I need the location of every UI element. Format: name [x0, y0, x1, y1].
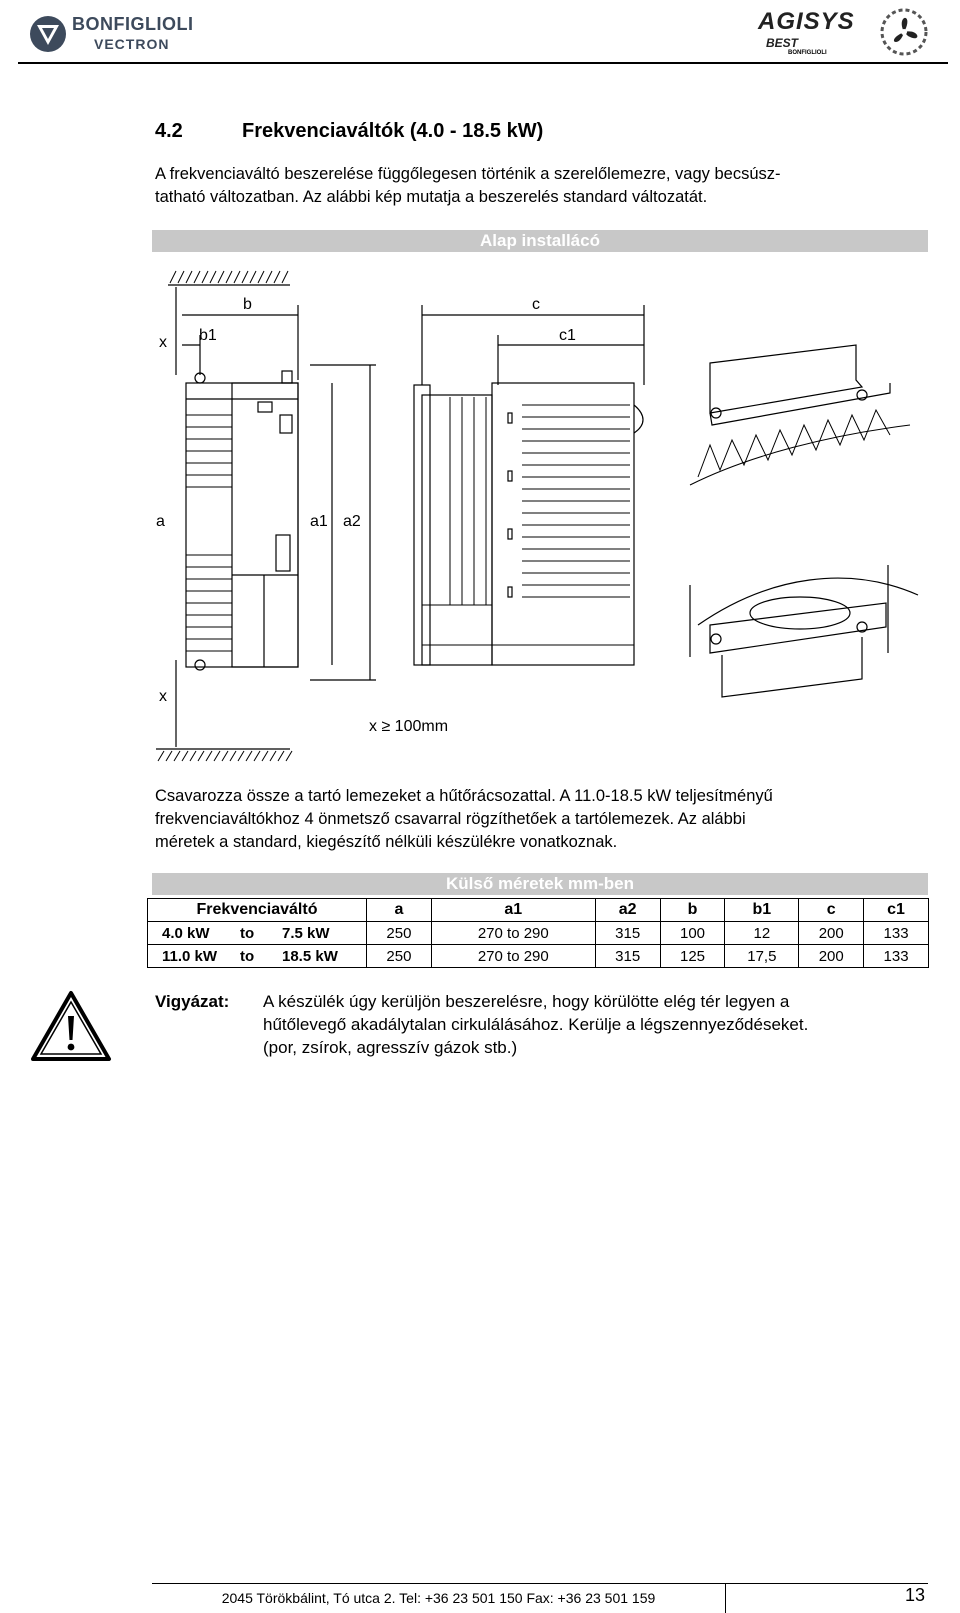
table-row — [148, 922, 929, 945]
mounting-line-2: frekvenciaváltókhoz 4 önmetsző csavarral rögzíthetőek a tartólemezek. Az alábbi — [155, 810, 746, 828]
mounting-paragraph — [155, 785, 925, 854]
dim-label-c: c — [532, 296, 540, 313]
section-number: 4.2 — [155, 120, 183, 142]
bonfiglioli-emblem-icon — [28, 14, 68, 54]
cell-a1: 270 to 290 — [431, 922, 595, 945]
section-heading — [155, 120, 543, 143]
warning-line-3: (por, zsírok, agresszív gázok stb.) — [263, 1038, 518, 1057]
mounting-line-3: méretek a standard, kiegészítő nélküli készülékre vonatkoznak. — [155, 833, 618, 851]
cell-c: 200 — [799, 922, 864, 945]
dim-label-b1: b1 — [199, 327, 217, 344]
footer-divider — [725, 1584, 726, 1613]
cell-b1: 12 — [725, 922, 799, 945]
cell-b: 125 — [660, 945, 725, 968]
intro-paragraph — [155, 163, 925, 209]
page-number: 13 — [904, 1585, 925, 1605]
dim-label-a: a — [156, 513, 165, 530]
logo-text-small: BONFIGLIOLI — [788, 50, 827, 56]
range-to: 7.5 kW — [282, 924, 330, 942]
mounting-line-1: Csavarozza össze a tartó lemezeket a hűtőrácsozattal. A 11.0-18.5 kW teljesítményű — [155, 787, 773, 805]
range-to-word: to — [240, 947, 255, 965]
agisys-best-logo — [758, 4, 938, 60]
section-title: Frekvenciaváltók (4.0 - 18.5 kW) — [242, 120, 544, 142]
col-header-b: b — [660, 899, 725, 922]
col-header-a: a — [367, 899, 432, 922]
col-header-a1: a1 — [431, 899, 595, 922]
propeller-gear-icon — [876, 6, 932, 58]
clearance-label: x ≥ 100mm — [369, 718, 449, 735]
warning-line-2: hűtőlevegő akadálytalan cirkulálásához. Kerülje a légszennyeződéseket. — [263, 1015, 809, 1034]
dim-label-c1: c1 — [559, 327, 576, 344]
col-header-c1: c1 — [864, 899, 929, 922]
warning-title: Vigyázat: — [155, 992, 230, 1011]
dim-label-a2: a2 — [343, 513, 361, 530]
intro-line-2: tatható változatban. Az alábbi kép mutatja a beszerelés standard változatát. — [155, 188, 708, 206]
range-from: 4.0 kW — [162, 924, 210, 942]
cell-b: 100 — [660, 922, 725, 945]
cell-a1: 270 to 290 — [431, 945, 595, 968]
range-to: 18.5 kW — [282, 947, 338, 965]
bonfiglioli-vectron-logo — [28, 12, 198, 58]
power-range-cell — [148, 922, 367, 945]
cell-a2: 315 — [595, 945, 660, 968]
logo-text-agisys: AGISYS — [758, 8, 855, 35]
cell-c: 200 — [799, 945, 864, 968]
col-header-a2: a2 — [595, 899, 660, 922]
figure-title-bar: Alap installácó — [152, 230, 928, 252]
range-to-word: to — [240, 924, 255, 942]
warning-triangle-icon — [30, 990, 112, 1062]
dim-label-a1: a1 — [310, 513, 328, 530]
dim-label-x-top: x — [159, 334, 167, 351]
col-header-b1: b1 — [725, 899, 799, 922]
footer-address: 2045 Törökbálint, Tó utca 2. Tel: +36 23 501 150 Fax: +36 23 501 159 — [221, 1590, 656, 1606]
dimensions-table — [147, 898, 929, 968]
cell-c1: 133 — [864, 945, 929, 968]
cell-b1: 17,5 — [725, 945, 799, 968]
header-rule — [18, 62, 948, 64]
cell-a: 250 — [367, 922, 432, 945]
footer-rule — [152, 1583, 928, 1584]
cell-c1: 133 — [864, 922, 929, 945]
col-header-c: c — [799, 899, 864, 922]
warning-text — [263, 990, 928, 1059]
range-from: 11.0 kW — [162, 947, 218, 965]
table-row — [148, 945, 929, 968]
dim-label-b: b — [243, 296, 252, 313]
cell-a: 250 — [367, 945, 432, 968]
cell-a2: 315 — [595, 922, 660, 945]
logo-text-vectron: VECTRON — [94, 36, 170, 52]
power-range-cell — [148, 945, 367, 968]
col-header-frekvenciavalto: Frekvenciaváltó — [148, 899, 367, 922]
installation-drawing — [150, 265, 930, 765]
table-title-bar: Külső méretek mm-ben — [152, 873, 928, 895]
logo-text-bonfiglioli: BONFIGLIOLI — [72, 14, 194, 34]
dim-label-x-bottom: x — [159, 688, 167, 705]
intro-line-1: A frekvenciaváltó beszerelése függőlegesen történik a szerelőlemezre, vagy becsúsz- — [155, 165, 781, 183]
table-header-row — [148, 899, 929, 922]
logo-text-best: BEST — [766, 36, 799, 50]
warning-line-1: A készülék úgy kerüljön beszerelésre, hogy körülötte elég tér legyen a — [263, 992, 790, 1011]
